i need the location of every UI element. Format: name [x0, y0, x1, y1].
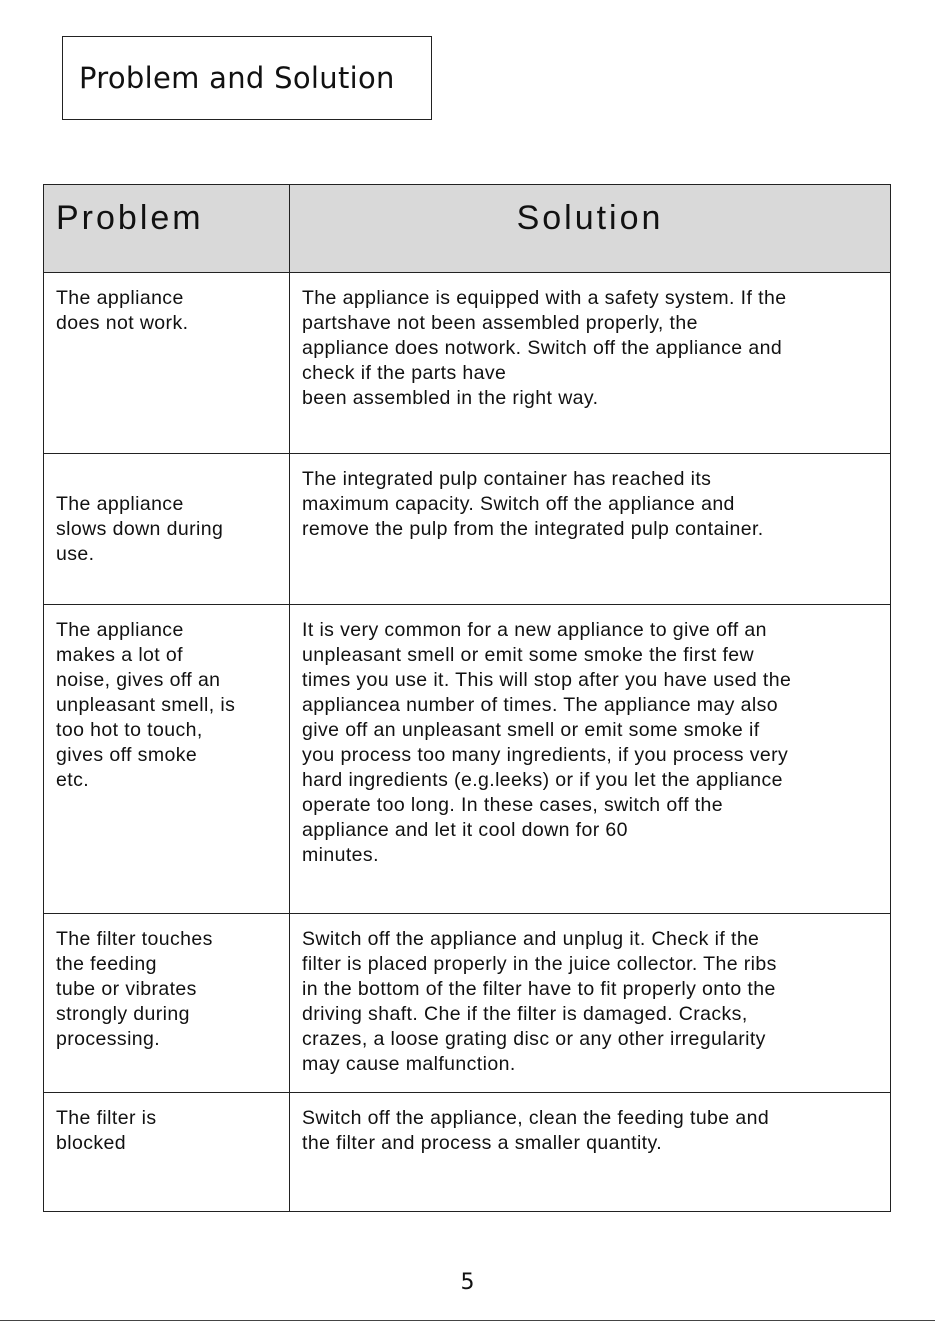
problem-column-header: Problem: [44, 185, 290, 273]
table-header-row: [44, 185, 891, 273]
problem-cell: The filter is blocked: [44, 1093, 290, 1212]
table-row: [44, 605, 891, 914]
solution-cell: Switch off the appliance, clean the feeding tube and the filter and process a smaller quantity.: [290, 1093, 891, 1212]
solution-column-header: Solution: [290, 185, 891, 273]
problem-cell: The filter touches the feeding tube or vibrates strongly during processing.: [44, 914, 290, 1093]
problem-cell: The appliance slows down during use.: [44, 454, 290, 605]
problem-cell: The appliance makes a lot of noise, gives off an unpleasant smell, is too hot to touch, gives off smoke etc.: [44, 605, 290, 914]
page-number: 5: [460, 1270, 475, 1295]
table-row: [44, 273, 891, 454]
page-title-box: [62, 36, 432, 120]
solution-cell: The appliance is equipped with a safety system. If the partshave not been assembled properly, the appliance does notwork. Switch off the appliance and check if the parts have been assembled in the right way.: [290, 273, 891, 454]
problem-solution-table: [43, 184, 891, 1212]
table-row: [44, 454, 891, 605]
problem-cell: The appliance does not work.: [44, 273, 290, 454]
solution-cell: The integrated pulp container has reached its maximum capacity. Switch off the appliance and remove the pulp from the integrated pulp container.: [290, 454, 891, 605]
solution-cell: It is very common for a new appliance to give off an unpleasant smell or emit some smoke the first few times you use it. This will stop after you have used the appliancea number of times. The appliance may also give off an unpleasant smell or emit some smoke if you process too many ingredients, if you process very hard ingredients (e.g.leeks) or if you let the appliance operate too long. In these cases, switch off the appliance and let it cool down for 60 minutes.: [290, 605, 891, 914]
table-row: [44, 1093, 891, 1212]
bottom-rule: [0, 1320, 935, 1321]
table-row: [44, 914, 891, 1093]
solution-cell: Switch off the appliance and unplug it. Check if the filter is placed properly in the juice collector. The ribs in the bottom of the filter have to fit properly onto the driving shaft. Che if the filter is damaged. Cracks, crazes, a loose grating disc or any other irregularity may cause malfunction.: [290, 914, 891, 1093]
page-title: Problem and Solution: [79, 61, 395, 95]
